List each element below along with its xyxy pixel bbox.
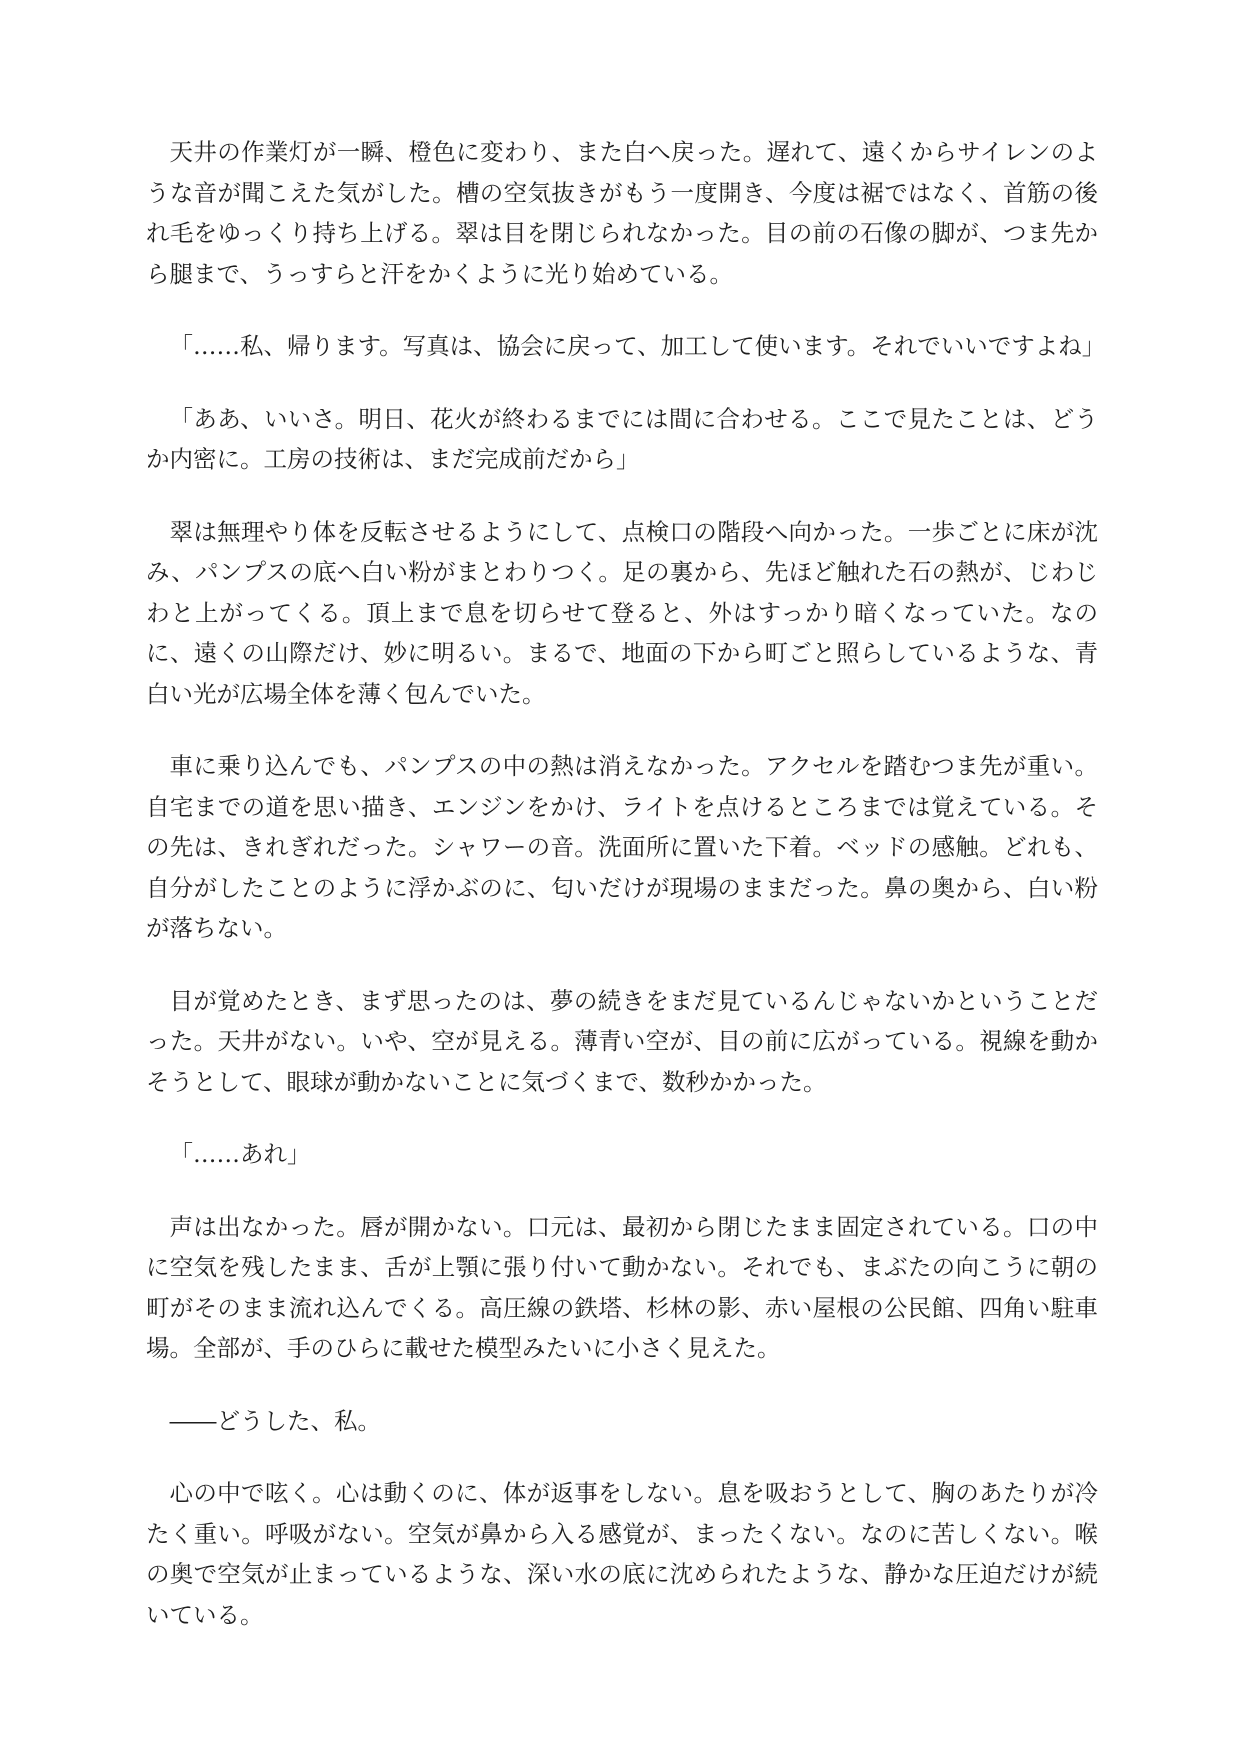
paragraph-6: 目が覚めたとき、まず思ったのは、夢の続きをまだ見ているんじゃないかということだった。天井がない。いや、空が見える。薄青い空が、目の前に広がっている。視線を動かそうとして、眼球が動かないことに気づくまで、数秒かかった。	[146, 986, 1098, 1096]
paragraph-1: 天井の作業灯が一瞬、橙色に変わり、また白へ戻った。遅れて、遠くからサイレンのような音が聞こえた気がした。槽の空気抜きがもう一度開き、今度は裾ではなく、首筋の後れ毛をゆっくり持ち上げる。翠は目を閉じられなかった。目の前の石像の脚が、つま先から腿まで、うっすらと汗をかくように光り始めている。	[146, 138, 1098, 288]
paragraph-3-dialogue: 「ああ、いいさ。明日、花火が終わるまでには間に合わせる。ここで見たことは、どうか内密に。工房の技術は、まだ完成前だから」	[146, 404, 1098, 473]
paragraph-8: 声は出なかった。唇が開かない。口元は、最初から閉じたまま固定されている。口の中に空気を残したまま、舌が上顎に張り付いて動かない。それでも、まぶたの向こうに朝の町がそのまま流れ込んでくる。高圧線の鉄塔、杉林の影、赤い屋根の公民館、四角い駐車場。全部が、手のひらに載せた模型みたいに小さく見えた。	[146, 1212, 1098, 1362]
paragraph-4: 翠は無理やり体を反転させるようにして、点検口の階段へ向かった。一歩ごとに床が沈み、パンプスの底へ白い粉がまとわりつく。足の裏から、先ほど触れた石の熱が、じわじわと上がってくる。頂上まで息を切らせて登ると、外はすっかり暗くなっていた。なのに、遠くの山際だけ、妙に明るい。まるで、地面の下から町ごと照らしているような、青白い光が広場全体を薄く包んでいた。	[146, 517, 1098, 708]
paragraph-2-dialogue: 「……私、帰ります。写真は、協会に戻って、加工して使います。それでいいですよね」	[169, 332, 1106, 360]
paragraph-5: 車に乗り込んでも、パンプスの中の熱は消えなかった。アクセルを踏むつま先が重い。自宅までの道を思い描き、エンジンをかけ、ライトを点けるところまでは覚えている。その先は、きれぎれだった。シャワーの音。洗面所に置いた下着。ベッドの感触。どれも、自分がしたことのように浮かぶのに、匂いだけが現場のままだった。鼻の奥から、白い粉が落ちない。	[146, 752, 1098, 942]
body-text	[146, 132, 1106, 1667]
paragraph-9-monologue: ――どうした、私。	[169, 1406, 381, 1435]
paragraph-7-dialogue: 「……あれ」	[169, 1140, 311, 1168]
paragraph-10: 心の中で呟く。心は動くのに、体が返事をしない。息を吸おうとして、胸のあたりが冷たく重い。呼吸がない。空気が鼻から入る感覚が、まったくない。なのに苦しくない。喉の奥で空気が止まっているような、深い水の底に沈められたような、静かな圧迫だけが続いている。	[146, 1479, 1098, 1629]
